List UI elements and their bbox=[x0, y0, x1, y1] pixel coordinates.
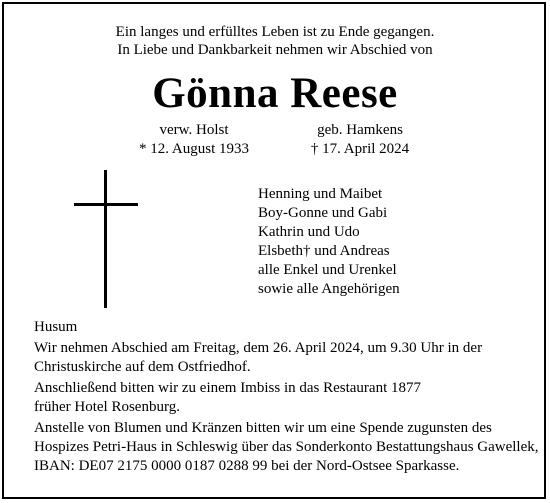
mourner-item: Henning und Maibet bbox=[258, 186, 383, 202]
cross-icon bbox=[74, 170, 138, 308]
place: Husum bbox=[34, 319, 78, 335]
service-info bbox=[34, 339, 524, 377]
mourner-item: Elsbeth† und Andreas bbox=[258, 243, 390, 259]
mourner-item: sowie alle Angehörigen bbox=[258, 281, 400, 297]
birth-date: * 12. August 1933 bbox=[138, 141, 249, 157]
mourner-item: alle Enkel und Urenkel bbox=[258, 262, 397, 278]
mourner-item: Boy-Gonne und Gabi bbox=[258, 205, 388, 221]
mourners-list bbox=[258, 185, 400, 299]
death-date: † 17. April 2024 bbox=[310, 141, 410, 157]
donation-line-2: Hospizes Petri-Haus in Schleswig über das Sonderkonto Bestattungshaus Gawellek, bbox=[34, 439, 539, 455]
birth-name: geb. Hamkens bbox=[317, 122, 403, 138]
reception-line-1: Anschließend bitten wir zu einem Imbiss in das Restaurant 1877 bbox=[34, 380, 422, 396]
service-line-1: Wir nehmen Abschied am Freitag, dem 26. April 2024, um 9.30 Uhr in der bbox=[34, 340, 483, 356]
reception-info bbox=[34, 379, 524, 417]
deceased-name: Gönna Reese bbox=[152, 70, 398, 117]
reception-line-2: früher Hotel Rosenburg. bbox=[34, 399, 180, 415]
donation-line-3: IBAN: DE07 2175 0000 0187 0288 99 bei der Nord-Ostsee Sparkasse. bbox=[34, 458, 460, 474]
intro-line-1: Ein langes und erfülltes Leben ist zu Ende gegangen. bbox=[115, 24, 435, 40]
donation-line-1: Anstelle von Blumen und Kränzen bitten wir um eine Spende zugunsten des bbox=[34, 420, 492, 436]
donation-info bbox=[34, 419, 539, 476]
service-line-2: Christuskirche auf dem Ostfriedhof. bbox=[34, 359, 251, 375]
widowed-name: verw. Holst bbox=[159, 122, 229, 138]
intro-line-2: In Liebe und Dankbarkeit nehmen wir Abschied von bbox=[117, 42, 433, 58]
mourner-item: Kathrin und Udo bbox=[258, 224, 360, 240]
